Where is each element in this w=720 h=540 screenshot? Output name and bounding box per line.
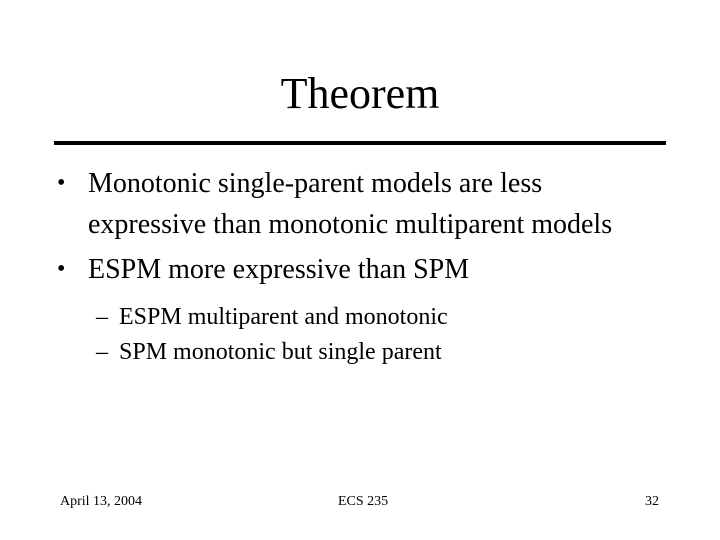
sub-bullet-item <box>54 335 666 370</box>
title-divider <box>54 141 666 145</box>
slide-body <box>54 163 666 370</box>
bullet-item <box>54 163 666 245</box>
sub-bullet-item <box>54 300 666 335</box>
bullet-marker: • <box>57 170 66 196</box>
footer-course: ECS 235 <box>338 494 389 509</box>
footer-date: April 13, 2004 <box>60 494 143 509</box>
sub-bullet-text: SPM monotonic but single parent <box>119 339 442 365</box>
slide-title: Theorem <box>280 69 440 118</box>
footer-page-number: 32 <box>645 494 659 509</box>
bullet-text: ESPM more expressive than SPM <box>88 254 470 285</box>
sub-bullet-marker: – <box>96 339 108 365</box>
bullet-text: Monotonic single-parent models are less expressive than monotonic multiparent models <box>88 168 613 240</box>
sub-bullet-list <box>54 300 666 370</box>
sub-bullet-text: ESPM multiparent and monotonic <box>119 304 448 330</box>
bullet-item <box>54 249 666 290</box>
sub-bullet-marker: – <box>96 304 108 330</box>
bullet-marker: • <box>57 256 66 282</box>
